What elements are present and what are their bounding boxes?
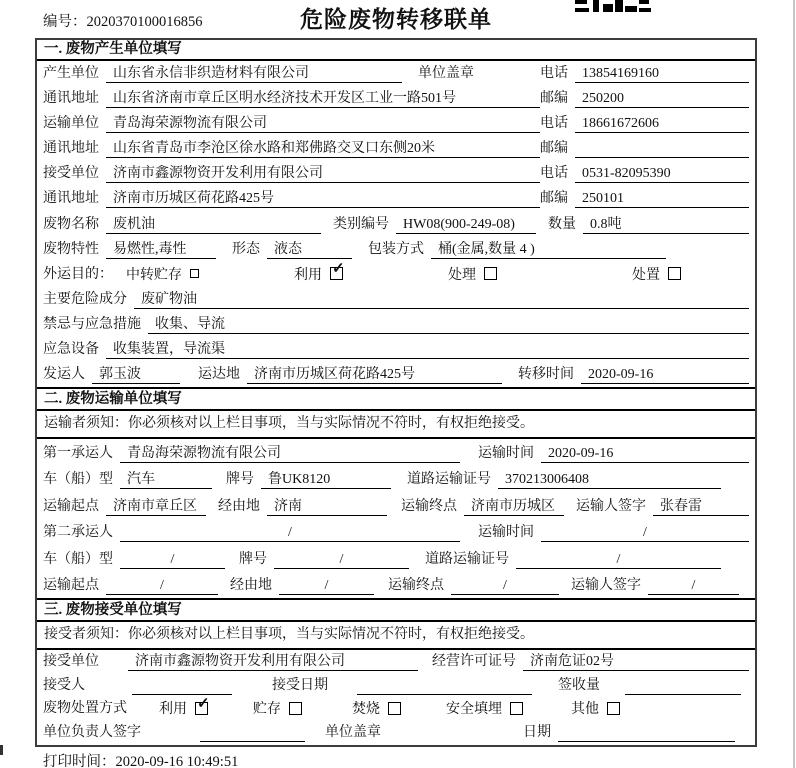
vehicle-type-label: 车（船）型 xyxy=(43,551,113,567)
license-value: 济南危证02号 xyxy=(523,653,749,671)
receipt-qty-value xyxy=(625,677,741,695)
endpoint-label: 运输终点 xyxy=(388,578,444,593)
hazard-components-value: 废矿物油 xyxy=(134,291,749,309)
category-value: HW08(900-249-08) xyxy=(396,216,536,234)
hazard-components-row xyxy=(37,287,755,312)
carrier1-via-value: 济南 xyxy=(267,498,387,516)
transporter-value: 青岛海荣源物流有限公司 xyxy=(106,115,540,133)
category-label: 类别编号 xyxy=(333,216,389,232)
window-edge-line xyxy=(793,0,795,768)
print-time-label: 打印时间： xyxy=(43,754,116,768)
waste-name-value: 废机油 xyxy=(106,216,321,234)
producer-phone-group xyxy=(540,65,749,83)
via-label: 经由地 xyxy=(218,498,260,514)
transporter-row xyxy=(37,111,755,136)
zip-label: 邮编 xyxy=(540,191,568,207)
disposal-other xyxy=(571,698,620,718)
unit-seal-label: 单位盖章 xyxy=(325,725,381,740)
carrier2-vehicle-row xyxy=(37,545,755,572)
recycle-checkbox xyxy=(330,261,345,280)
phone-label: 电话 xyxy=(540,116,568,132)
destination-label: 运达地 xyxy=(198,367,240,383)
print-time xyxy=(43,750,238,768)
receiver-label: 接受单位 xyxy=(43,166,99,182)
transporter-phone-group xyxy=(540,115,749,133)
transport-time-label: 运输时间 xyxy=(478,445,534,461)
address-label: 通讯地址 xyxy=(43,141,99,157)
carrier1-value: 青岛海荣源物流有限公司 xyxy=(120,445,460,463)
carrier1-origin-value: 济南市章丘区 xyxy=(106,498,206,516)
carrier2-value: / xyxy=(120,524,460,542)
checkbox-label: 中转贮存 xyxy=(126,267,182,283)
receiver-zip-group xyxy=(540,190,749,208)
emergency-equipment-value: 收集装置，导流渠 xyxy=(106,341,749,359)
consignor-value: 郭玉波 xyxy=(92,366,180,384)
checkbox-label: 利用 xyxy=(294,267,322,283)
carrier2-vehicle-value: / xyxy=(120,551,225,569)
accept-date-label: 接受日期 xyxy=(272,677,328,693)
transporter-notice: 运输者须知：你必须核对以上栏目事项，当与实际情况不符时，有权拒绝接受。 xyxy=(37,411,755,439)
receiver-row xyxy=(37,161,755,186)
phone-label: 电话 xyxy=(540,66,568,82)
road-permit-label: 道路运输证号 xyxy=(407,472,491,487)
receipt-qty-label: 签收量 xyxy=(558,677,600,693)
checkbox-label: 处置 xyxy=(632,267,660,283)
address-label: 通讯地址 xyxy=(43,91,99,107)
incineration-checkbox xyxy=(388,702,401,715)
receiver-phone-value: 0531-82095390 xyxy=(575,165,749,183)
section3-fields xyxy=(37,650,755,745)
vehicle-type-label: 车（船）型 xyxy=(43,472,113,487)
producer-address-value: 山东省济南市章丘区明水经济技术开发区工业一路501号 xyxy=(106,90,540,108)
carrier2-end-value: / xyxy=(451,577,559,595)
carrier1-permit-value: 370213006408 xyxy=(498,471,721,489)
transport-time-label: 运输时间 xyxy=(478,525,534,540)
transfer-time-value: 2020-09-16 xyxy=(581,366,749,384)
carrier1-row xyxy=(37,439,755,466)
print-time-value: 2020-09-16 10:49:51 xyxy=(115,754,239,768)
receiver-value: 济南市鑫源物资开发利用有限公司 xyxy=(106,165,540,183)
carrier2-plate-value: / xyxy=(274,551,409,569)
transporter-label: 运输单位 xyxy=(43,116,99,132)
signature-row xyxy=(37,721,755,745)
form-value: 液态 xyxy=(267,241,352,259)
plate-label: 牌号 xyxy=(239,551,267,567)
disposal-storage xyxy=(253,698,302,718)
section1-header: 一. 废物产生单位填写 xyxy=(37,40,755,61)
waste-character-label: 废物特性 xyxy=(43,241,99,257)
receiver-zip-value: 250101 xyxy=(575,190,749,208)
page-title: 危险废物转移联单 xyxy=(300,7,492,32)
disposal-landfill xyxy=(446,698,523,718)
recycle-checkbox xyxy=(195,695,210,715)
transfer-purpose-row xyxy=(37,262,755,287)
carrier1-route-row xyxy=(37,492,755,519)
section2-header: 二. 废物运输单位填写 xyxy=(37,387,755,411)
disposal-recycle xyxy=(159,695,210,718)
endpoint-label: 运输终点 xyxy=(401,498,457,514)
carrier2-permit-value: / xyxy=(516,551,721,569)
producer-zip-group xyxy=(540,90,749,108)
carrier1-sign-value: 张春雷 xyxy=(653,498,749,516)
carrier-sign-label: 运输人签字 xyxy=(576,498,646,514)
carrier-sign-label: 运输人签字 xyxy=(571,578,641,593)
receiver-notice: 接受者须知：你必须核对以上栏目事项，当与实际情况不符时，有权拒绝接受。 xyxy=(37,622,755,650)
transfer-time-label: 转移时间 xyxy=(518,367,574,383)
form-label: 形态 xyxy=(232,241,260,257)
phone-label: 电话 xyxy=(540,166,568,182)
emergency-measures-value: 收集、导流 xyxy=(148,316,749,334)
producer-label: 产生单位 xyxy=(43,66,99,82)
origin-label: 运输起点 xyxy=(43,578,99,593)
checkbox-label: 其他 xyxy=(571,702,599,718)
producer-phone-value: 13854169160 xyxy=(575,65,749,83)
purpose-disposal xyxy=(632,264,681,284)
waste-character-row xyxy=(37,237,755,262)
carrier1-time-value: 2020-09-16 xyxy=(541,445,749,463)
head-signature-value xyxy=(200,724,305,742)
receiver-address-row xyxy=(37,186,755,211)
disposal-method-label: 废物处置方式 xyxy=(43,701,127,717)
zip-label: 邮编 xyxy=(540,141,568,157)
section1-fields xyxy=(37,61,755,387)
date-value xyxy=(558,724,735,742)
receiver-address-value: 济南市历城区荷花路425号 xyxy=(106,190,540,208)
acceptor-label: 接受人 xyxy=(43,677,85,693)
consignor-row xyxy=(37,362,755,387)
hazard-components-label: 主要危险成分 xyxy=(43,291,127,307)
date-label: 日期 xyxy=(523,725,551,740)
producer-address-row xyxy=(37,86,755,111)
carrier1-plate-value: 鲁UK8120 xyxy=(261,471,391,489)
check-mark: ✓ xyxy=(332,261,345,278)
waste-name-label: 废物名称 xyxy=(43,216,99,232)
carrier2-via-value: / xyxy=(279,577,374,595)
receiver-phone-group xyxy=(540,165,749,183)
carrier1-vehicle-row xyxy=(37,466,755,493)
accept-date-value xyxy=(357,677,532,695)
transporter-address-value: 山东省青岛市李沧区徐水路和郑佛路交叉口东侧20米 xyxy=(106,140,540,158)
carrier2-row xyxy=(37,519,755,546)
consignor-label: 发运人 xyxy=(43,367,85,383)
checkbox-label: 焚烧 xyxy=(352,702,380,718)
acceptor-row xyxy=(37,674,755,698)
carrier2-route-row xyxy=(37,572,755,599)
destination-value: 济南市历城区荷花路425号 xyxy=(247,366,502,384)
packing-value: 桶(金属,数量 4 ) xyxy=(431,241,666,259)
checkbox-label: 贮存 xyxy=(253,702,281,718)
disposal-method-row xyxy=(37,695,755,722)
receiver-unit-row xyxy=(37,650,755,674)
checkbox-label: 处理 xyxy=(448,267,476,283)
carrier1-end-value: 济南市历城区 xyxy=(464,498,564,516)
address-label: 通讯地址 xyxy=(43,191,99,207)
carrier2-origin-value: / xyxy=(106,577,218,595)
disposal-checkbox xyxy=(668,267,681,280)
other-checkbox xyxy=(607,702,620,715)
section2-fields xyxy=(37,439,755,598)
carrier2-label: 第二承运人 xyxy=(43,525,113,540)
check-mark: ✓ xyxy=(197,695,210,712)
carrier1-label: 第一承运人 xyxy=(43,445,113,461)
transporter-zip-group xyxy=(540,140,749,158)
waste-name-row xyxy=(37,211,755,236)
emergency-equipment-label: 应急设备 xyxy=(43,341,99,357)
transfer-purpose-label: 外运目的： xyxy=(43,266,113,282)
document-number-label: 编号： xyxy=(43,14,87,30)
emergency-measures-row xyxy=(37,312,755,337)
receiver-unit-value: 济南市鑫源物资开发利用有限公司 xyxy=(128,653,418,671)
emergency-equipment-row xyxy=(37,337,755,362)
section3-header: 三. 废物接受单位填写 xyxy=(37,598,755,622)
license-label: 经营许可证号 xyxy=(432,653,516,669)
purpose-treatment xyxy=(448,264,497,284)
storage-checkbox xyxy=(289,702,302,715)
plate-label: 牌号 xyxy=(226,472,254,487)
carrier1-vehicle-value: 汽车 xyxy=(120,471,212,489)
packing-label: 包装方式 xyxy=(368,241,424,257)
qr-code-fragment xyxy=(575,0,651,12)
transporter-zip-value xyxy=(575,140,749,158)
acceptor-value xyxy=(132,677,232,695)
emergency-measures-label: 禁忌与应急措施 xyxy=(43,316,141,332)
producer-zip-value: 250200 xyxy=(575,90,749,108)
disposal-incineration xyxy=(352,698,401,718)
road-permit-label: 道路运输证号 xyxy=(425,551,509,567)
unit-seal-label: 单位盖章 xyxy=(418,66,474,82)
purpose-recycle xyxy=(294,261,345,284)
purpose-transit-storage xyxy=(126,264,199,284)
waste-character-value: 易燃性,毒性 xyxy=(106,241,216,259)
quantity-value: 0.8吨 xyxy=(583,216,749,234)
receiver-unit-label: 接受单位 xyxy=(43,653,99,669)
treatment-checkbox xyxy=(484,267,497,280)
checkbox-label: 安全填埋 xyxy=(446,702,502,718)
transporter-phone-value: 18661672606 xyxy=(575,115,749,133)
landfill-checkbox xyxy=(510,702,523,715)
quantity-label: 数量 xyxy=(548,216,576,232)
carrier2-time-value: / xyxy=(541,524,749,542)
producer-row xyxy=(37,61,755,86)
transit-storage-checkbox xyxy=(190,269,199,278)
page-edge-mark xyxy=(0,745,3,755)
head-signature-label: 单位负责人签字 xyxy=(43,725,141,740)
manifest-form xyxy=(35,38,757,747)
carrier2-sign-value: / xyxy=(648,577,739,595)
via-label: 经由地 xyxy=(230,578,272,593)
document-number-value: 2020370100016856 xyxy=(86,14,203,30)
origin-label: 运输起点 xyxy=(43,498,99,514)
producer-value: 山东省永信非织造材料有限公司 xyxy=(106,65,402,83)
zip-label: 邮编 xyxy=(540,91,568,107)
transporter-address-row xyxy=(37,136,755,161)
checkbox-label: 利用 xyxy=(159,702,187,718)
